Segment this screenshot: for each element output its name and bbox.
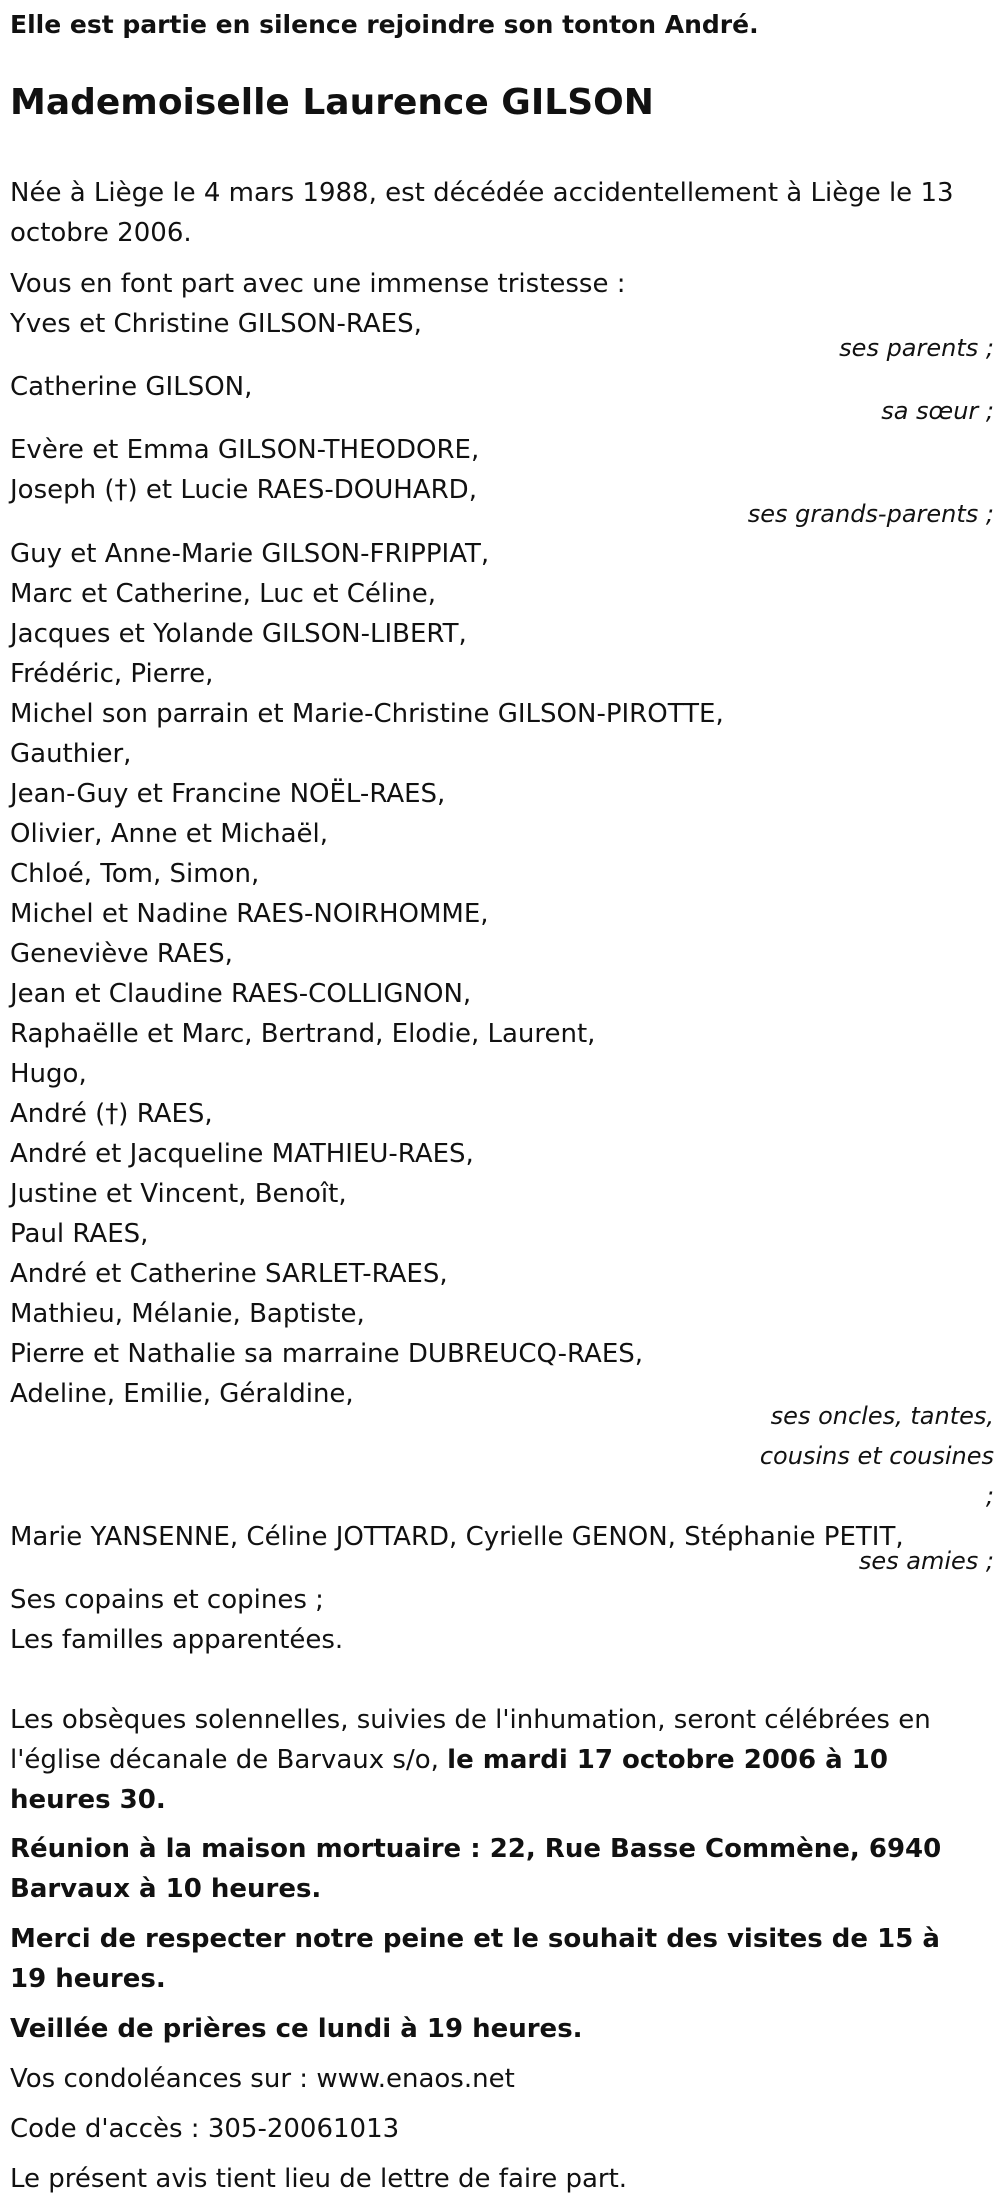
veillee-line: Veillée de prières ce lundi à 19 heures. [10, 2014, 583, 2044]
birth-death-paragraph: Née à Liège le 4 mars 1988, est décédée accidentellement à Liège le 13 octobre 2006. [10, 178, 954, 248]
family-line: Adeline, Emilie, Géraldine, [10, 1379, 354, 1409]
family-line: André et Catherine SARLET-RAES, [10, 1259, 448, 1289]
family-line: Jean et Claudine RAES-COLLIGNON, [10, 979, 472, 1009]
family-line: Michel son parrain et Marie-Christine GILSON-PIROTTE, [10, 699, 724, 729]
family-line: Michel et Nadine RAES-NOIRHOMME, [10, 899, 489, 929]
merci-paragraph: Merci de respecter notre peine et le souhait des visites de 15 à 19 heures. [10, 1924, 940, 1994]
condoleances-line: Vos condoléances sur : www.enaos.net [10, 2064, 515, 2094]
family-line: Paul RAES, [10, 1219, 149, 1249]
funeral-date: le mardi 17 octobre 2006 à 10 heures 30. [10, 1745, 888, 1815]
family-line: Olivier, Anne et Michaël, [10, 819, 329, 849]
family-line: André (†) RAES, [10, 1099, 213, 1129]
grandparents-line: Joseph (†) et Lucie RAES-DOUHARD, [10, 475, 477, 505]
funeral-paragraph [10, 1700, 985, 1820]
parents-line: Yves et Christine GILSON-RAES, [10, 309, 422, 339]
family-role: ; [985, 1482, 994, 1510]
intro-line: Elle est partie en silence rejoindre son tonton André. [10, 10, 759, 39]
family-line: Frédéric, Pierre, [10, 659, 214, 689]
family-line: Chloé, Tom, Simon, [10, 859, 260, 889]
page-title: Mademoiselle Laurence GILSON [10, 82, 654, 123]
family-line: Mathieu, Mélanie, Baptiste, [10, 1299, 365, 1329]
family-line: Justine et Vincent, Benoît, [10, 1179, 347, 1209]
sister-role: sa sœur ; [881, 397, 994, 425]
present-avis-line: Le présent avis tient lieu de lettre de faire part. [10, 2164, 628, 2194]
access-code-line: Code d'accès : 305-20061013 [10, 2114, 400, 2144]
family-line: André et Jacqueline MATHIEU-RAES, [10, 1139, 474, 1169]
family-line: Jacques et Yolande GILSON-LIBERT, [10, 619, 467, 649]
parents-role: ses parents ; [839, 334, 994, 362]
family-line: Guy et Anne-Marie GILSON-FRIPPIAT, [10, 539, 490, 569]
grandparents-role: ses grands-parents ; [747, 500, 994, 528]
familles-line: Les familles apparentées. [10, 1625, 344, 1655]
family-role: cousins et cousines [759, 1442, 994, 1470]
reunion-paragraph: Réunion à la maison mortuaire : 22, Rue Basse Commène, 6940 Barvaux à 10 heures. [10, 1834, 942, 1904]
grandparents-line: Evère et Emma GILSON-THEODORE, [10, 435, 480, 465]
family-line: Jean-Guy et Francine NOËL-RAES, [10, 779, 446, 809]
sister-line: Catherine GILSON, [10, 372, 253, 402]
family-line: Pierre et Nathalie sa marraine DUBREUCQ-RAES, [10, 1339, 644, 1369]
family-line: Marc et Catherine, Luc et Céline, [10, 579, 437, 609]
family-line: Raphaëlle et Marc, Bertrand, Elodie, Laurent, [10, 1019, 596, 1049]
funeral-text: Les obsèques solennelles, suivies de l'inhumation, seront célébrées en l'église décanale de Barvaux s/o, [10, 1705, 931, 1775]
friends-role: ses amies ; [858, 1547, 994, 1575]
announce-line: Vous en font part avec une immense tristesse : [10, 269, 626, 299]
family-line: Geneviève RAES, [10, 939, 233, 969]
copains-line: Ses copains et copines ; [10, 1585, 324, 1615]
family-role: ses oncles, tantes, [770, 1402, 994, 1430]
family-line: Hugo, [10, 1059, 87, 1089]
family-line: Gauthier, [10, 739, 132, 769]
friends-line: Marie YANSENNE, Céline JOTTARD, Cyrielle GENON, Stéphanie PETIT, [10, 1522, 904, 1552]
